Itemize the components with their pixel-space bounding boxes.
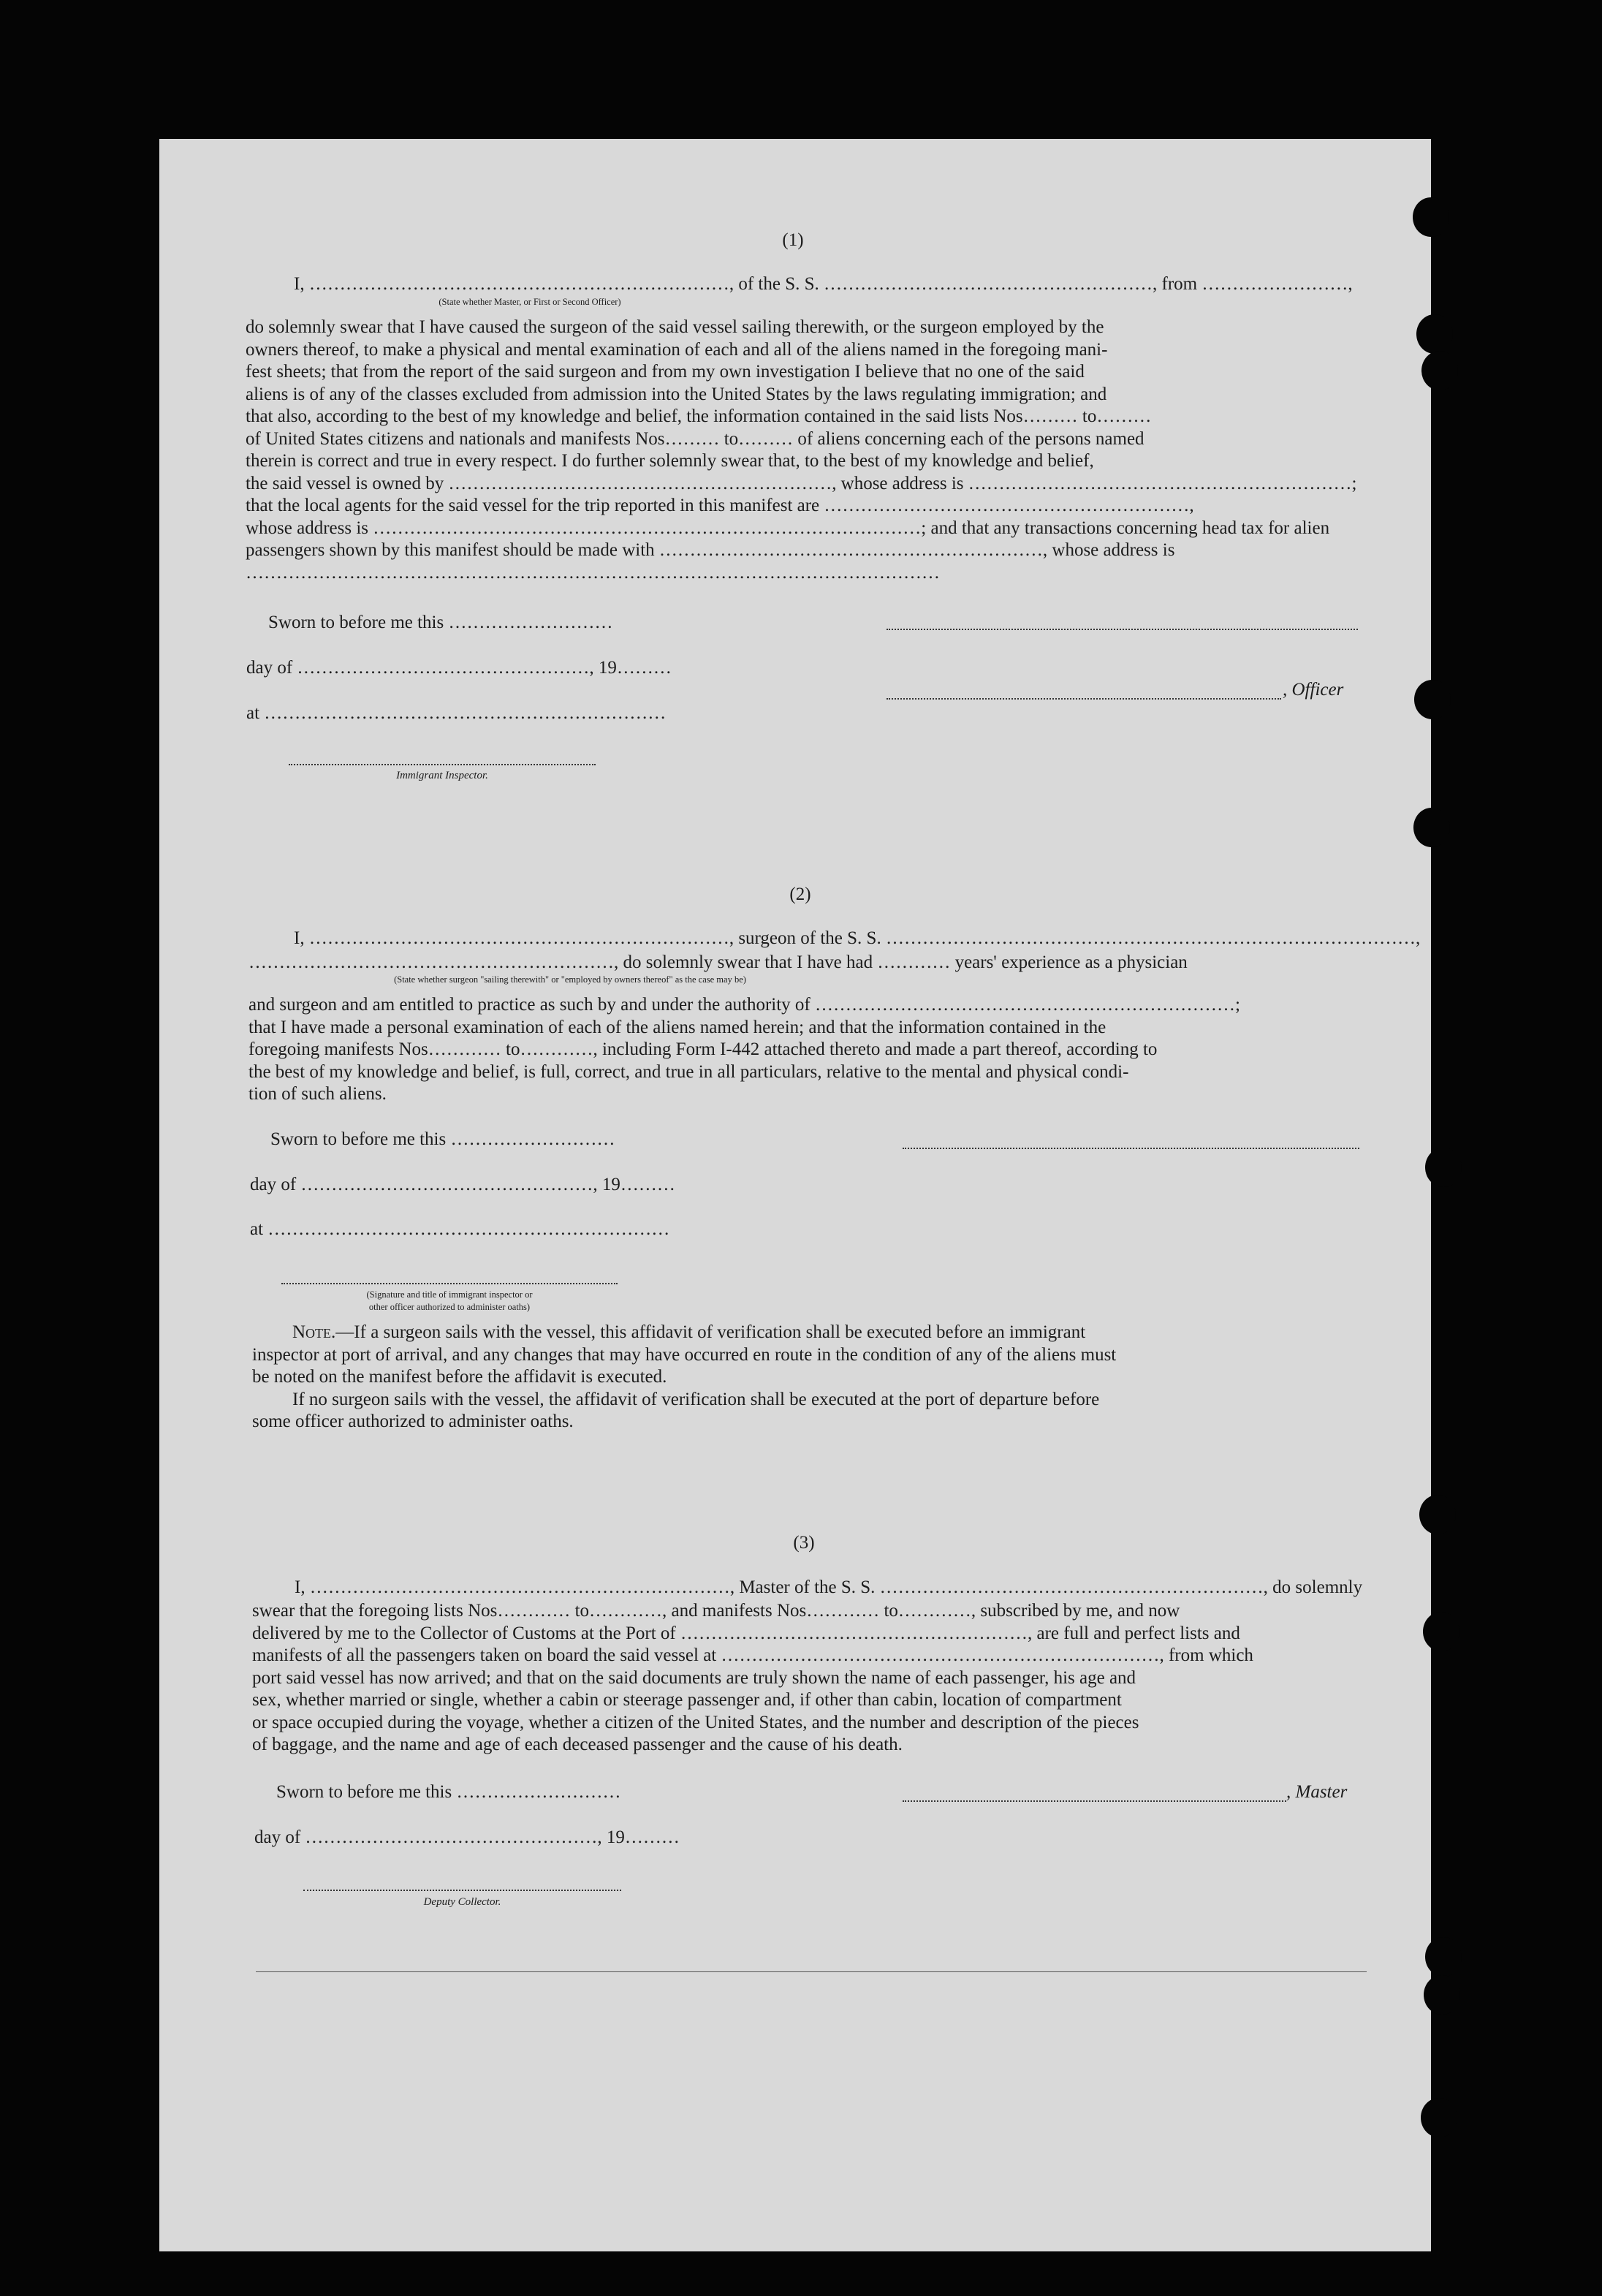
punch-hole xyxy=(1413,197,1449,237)
text-line: of United States citizens and nationals and manifests Nos……… to……… of aliens concerning each of the persons named xyxy=(246,428,1144,449)
section1-first-line: I, ……………………………………………………………, of the S. S. ………………………………………………, from ……………………, xyxy=(294,274,1353,294)
punch-hole xyxy=(1425,1148,1462,1187)
text-line: inspector at port of arrival, and any changes that may have occurred en route in the condition of any of the aliens must xyxy=(252,1344,1117,1365)
text-line: passengers shown by this manifest should be made with ………………………………………………………, whose address is xyxy=(246,540,1175,560)
text-line: port said vessel has now arrived; and that on the said documents are truly shown the name of each passenger, his age and xyxy=(252,1667,1136,1688)
section2-sworn: Sworn to before me this ……………………… xyxy=(270,1129,615,1149)
section2-surgeon-signature-line xyxy=(903,1148,1359,1149)
text-line: owners thereof, to make a physical and mental examination of each and all of the aliens named in the foregoing mani- xyxy=(246,339,1108,360)
text-line: tion of such aliens. xyxy=(248,1084,387,1104)
section2-second-line: ……………………………………………………, do solemnly swear that I have had ………… years' experience as a physician xyxy=(248,952,1188,972)
text-line: that I have made a personal examination of each of the aliens named herein; and that the information contained in the xyxy=(248,1017,1106,1037)
section2-second-line-caption: (State whether surgeon "sailing therewith" or "employed by owners thereof" as the case may be) xyxy=(394,974,746,985)
section1-first-line-caption: (State whether Master, or First or Second Officer) xyxy=(439,297,621,307)
punch-hole xyxy=(1414,680,1451,719)
punch-hole xyxy=(1421,2098,1457,2137)
section3-day: day of …………………………………………, 19……… xyxy=(254,1827,680,1847)
section2-first-line: I, ……………………………………………………………, surgeon of the S. S. ……………………………………………………………………………, xyxy=(294,928,1421,948)
section1-officer-label: , Officer xyxy=(1283,680,1344,700)
text-line: whose address is ………………………………………………………………………………; and that any transactions concerning head tax for alien xyxy=(246,518,1330,538)
text-line: foregoing manifests Nos………… to…………, including Form I-442 attached thereto and made a part thereof, according to xyxy=(248,1039,1158,1059)
punch-hole xyxy=(1416,314,1453,354)
section1-body xyxy=(246,317,1356,584)
note-label: Note. xyxy=(292,1322,336,1342)
bottom-rule xyxy=(256,1971,1367,1972)
text-line: be noted on the manifest before the affidavit is executed. xyxy=(252,1367,667,1387)
section1-number: (1) xyxy=(782,230,804,250)
text-line xyxy=(252,1322,1367,1344)
text-line: that the local agents for the said vessel for the trip reported in this manifest are ……………………………………………………, xyxy=(246,496,1194,515)
text-line: …………………………………………………………………………………………………… xyxy=(246,562,940,583)
punch-hole xyxy=(1424,1975,1460,2015)
section3-master-label: , Master xyxy=(1286,1782,1348,1802)
section2-day: day of …………………………………………, 19……… xyxy=(250,1175,675,1194)
text-line: manifests of all the passengers taken on board the said vessel at ………………………………………………………………, from which xyxy=(252,1645,1253,1665)
section1-officer-signature-top xyxy=(887,629,1358,630)
text-line: some officer authorized to administer oaths. xyxy=(252,1412,574,1431)
text-line: fest sheets; that from the report of the said surgeon and from my own investigation I believe that no one of the said xyxy=(246,362,1085,382)
punch-hole xyxy=(1413,808,1450,847)
note-text: —If a surgeon sails with the vessel, this affidavit of verification shall be executed before an immigrant xyxy=(335,1322,1086,1342)
section3-collector-caption: Deputy Collector. xyxy=(423,1896,501,1908)
section3-collector-signature-line xyxy=(303,1890,621,1891)
section1-at: at ………………………………………………………… xyxy=(246,703,667,723)
text-line: aliens is of any of the classes excluded from admission into the United States by the laws regulating immigration; and xyxy=(246,384,1107,404)
section2-signature-caption xyxy=(281,1289,618,1314)
section3-first-line: I, ……………………………………………………………, Master of the S. S. ………………………………………………………, do solemnly xyxy=(295,1577,1363,1597)
text-line: of baggage, and the name and age of each deceased passenger and the cause of his death. xyxy=(252,1735,903,1754)
section2-body xyxy=(248,994,1367,1106)
text-line: the said vessel is owned by ………………………………………………………, whose address is ………………………………………………………; xyxy=(246,473,1357,493)
text-line: the best of my knowledge and belief, is full, correct, and true in all particulars, relative to the mental and physical condi- xyxy=(248,1061,1129,1082)
text-line: and surgeon and am entitled to practice as such by and under the authority of ……………………………………………………………; xyxy=(248,995,1240,1015)
text-line: sex, whether married or single, whether a cabin or steerage passenger and, if other than cabin, location of compartment xyxy=(252,1690,1122,1710)
section2-number: (2) xyxy=(789,884,811,904)
text-line: swear that the foregoing lists Nos………… to…………, and manifests Nos………… to…………, subscribed by me, and now xyxy=(252,1601,1180,1621)
caption-line: (Signature and title of immigrant inspector or xyxy=(366,1289,533,1300)
section3-body xyxy=(252,1600,1367,1757)
caption-line: other officer authorized to administer oaths) xyxy=(368,1302,531,1312)
text-line: If no surgeon sails with the vessel, the affidavit of verification shall be executed at the port of departure before xyxy=(292,1389,1100,1409)
text-line: do solemnly swear that I have caused the surgeon of the said vessel sailing therewith, or the surgeon employed by the xyxy=(246,317,1104,337)
section1-officer-signature-line xyxy=(887,698,1281,700)
punch-hole xyxy=(1425,1937,1462,1977)
section2-at: at ………………………………………………………… xyxy=(250,1219,670,1239)
text-line: therein is correct and true in every respect. I do further solemnly swear that, to the best of my knowledge and belief, xyxy=(246,451,1094,471)
section1-sworn: Sworn to before me this ……………………… xyxy=(268,613,613,632)
section2-signature-line xyxy=(281,1283,618,1284)
punch-hole xyxy=(1421,351,1458,390)
text-line: delivered by me to the Collector of Customs at the Port of …………………………………………………, are full and perfect lists and xyxy=(252,1623,1240,1643)
section2-note xyxy=(252,1322,1367,1433)
section3-number: (3) xyxy=(793,1533,815,1553)
punch-hole xyxy=(1423,1612,1459,1651)
punch-hole xyxy=(1419,1495,1456,1534)
section3-sworn: Sworn to before me this ……………………… xyxy=(276,1782,621,1802)
text-line: or space occupied during the voyage, whether a citizen of the United States, and the number and description of the pieces xyxy=(252,1712,1139,1732)
section1-day: day of …………………………………………, 19……… xyxy=(246,658,672,678)
section1-inspector-caption: Immigrant Inspector. xyxy=(396,770,488,781)
text-line: that also, according to the best of my knowledge and belief, the information contained in the said lists Nos……… to……… xyxy=(246,406,1152,426)
section1-inspector-signature-line xyxy=(289,764,596,765)
section3-master-signature-line xyxy=(903,1800,1286,1802)
